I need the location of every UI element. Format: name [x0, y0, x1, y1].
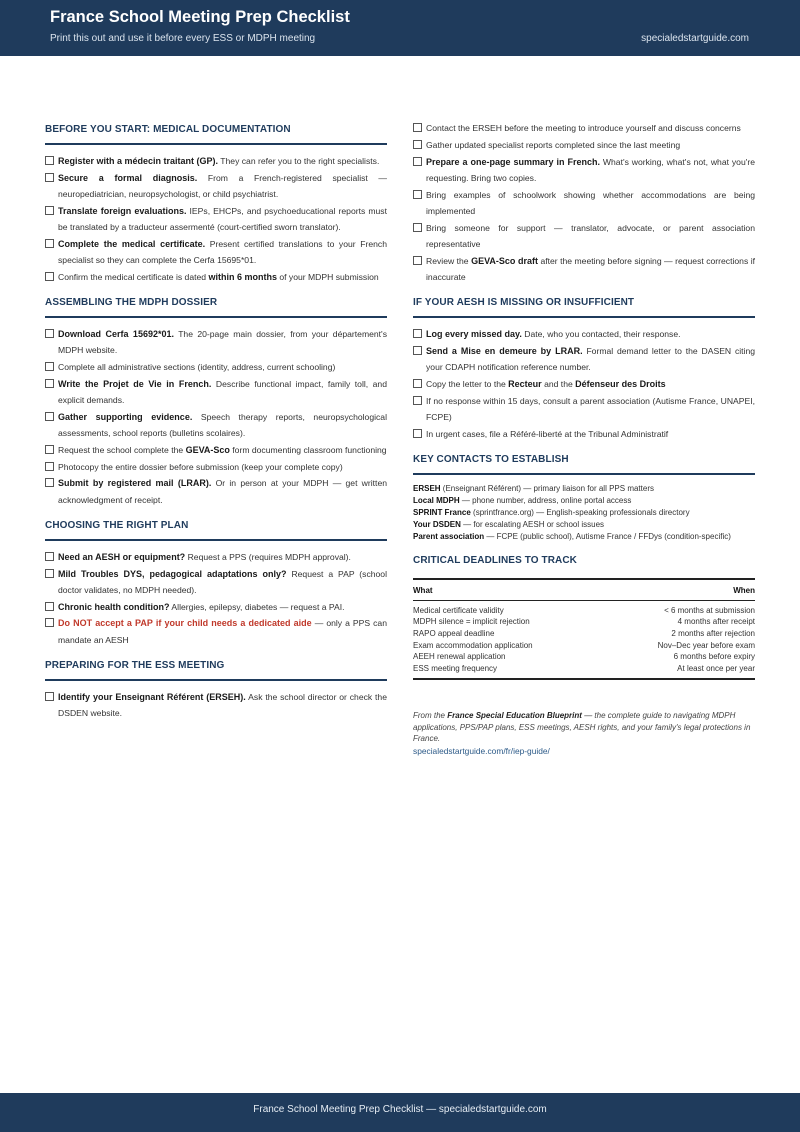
checklist-item: Download Cerfa 15692*01. The 20-page main dossier, from your département's MDPH website.: [45, 326, 387, 358]
table-row: AEEH renewal application 6 months before expiry: [413, 652, 755, 662]
checkbox[interactable]: [45, 618, 54, 627]
dossier-checklist: [45, 326, 387, 508]
source-note: From the France Special Education Blueprint — the complete guide to navigating MDPH applications, PPS/PAP plans, ESS meetings, AESH rights, and your family's legal protections in France.: [413, 711, 751, 744]
table-row: Medical certificate validity < 6 months at submission: [413, 605, 755, 615]
checkbox[interactable]: [45, 272, 54, 281]
checklist-item-warning: Do NOT accept a PAP if your child needs a dedicated aide — only a PPS can mandate an AESH: [45, 615, 387, 647]
contact-row: Local MDPH — phone number, address, online portal access: [413, 495, 632, 505]
checkbox[interactable]: [45, 445, 54, 454]
table-row: MDPH silence = implicit rejection 4 months after receipt: [413, 617, 755, 627]
checklist-item: Send a Mise en demeure by LRAR. Formal demand letter to the DASEN citing your CDAPH notification reference number.: [413, 343, 755, 375]
checkbox[interactable]: [45, 602, 54, 611]
page-title: France School Meeting Prep Checklist: [50, 8, 350, 26]
checkbox[interactable]: [45, 362, 54, 371]
checkbox[interactable]: [45, 379, 54, 388]
checklist-item: Gather supporting evidence. Speech therapy reports, neuropsychological assessments, school reports (bulletins scolaires).: [45, 409, 387, 441]
section-heading-dossier: ASSEMBLING THE MDPH DOSSIER: [45, 293, 387, 318]
checklist-item: Bring someone for support — translator, advocate, or parent association representative: [413, 220, 755, 252]
page-footer: France School Meeting Prep Checklist — specialedstartguide.com: [0, 1093, 800, 1132]
checkbox[interactable]: [45, 329, 54, 338]
checkbox[interactable]: [413, 140, 422, 149]
checklist-item: Bring examples of schoolwork showing whether accommodations are being implemented: [413, 187, 755, 219]
checkbox[interactable]: [413, 379, 422, 388]
section-heading-medical: BEFORE YOU START: MEDICAL DOCUMENTATION: [45, 120, 387, 145]
checklist-item: Identify your Enseignant Référent (ERSEH). Ask the school director or check the DSDEN website.: [45, 689, 387, 721]
checklist-item: Register with a médecin traitant (GP). They can refer you to the right specialists.: [45, 153, 387, 169]
checklist-item: Write the Projet de Vie in French. Describe functional impact, family toll, and explicit demands.: [45, 376, 387, 408]
table-row: RAPO appeal deadline 2 months after rejection: [413, 628, 755, 638]
contact-row: ERSEH (Enseignant Référent) — primary liaison for all PPS matters: [413, 483, 654, 493]
checkbox[interactable]: [413, 190, 422, 199]
checklist-item: Review the GEVA-Sco draft after the meeting before signing — request corrections if inaccurate: [413, 253, 755, 285]
checklist-item: Copy the letter to the Recteur and the Défenseur des Droits: [413, 376, 755, 392]
checkbox[interactable]: [413, 346, 422, 355]
deadlines-header-row: [413, 579, 755, 601]
checklist-item: Complete all administrative sections (identity, address, current schooling): [45, 359, 387, 375]
contacts-list: [413, 483, 755, 543]
table-row: ESS meeting frequency At least once per year: [413, 663, 755, 673]
aesh-checklist: [413, 326, 755, 442]
ess-checklist-part1: [45, 689, 387, 721]
checkbox[interactable]: [45, 412, 54, 421]
checkbox[interactable]: [413, 329, 422, 338]
checklist-item: Confirm the medical certificate is dated within 6 months of your MDPH submission: [45, 269, 387, 285]
section-heading-deadlines: CRITICAL DEADLINES TO TRACK: [413, 554, 577, 566]
section-heading-aesh: IF YOUR AESH IS MISSING OR INSUFFICIENT: [413, 293, 755, 318]
col-header-what: What: [413, 579, 602, 601]
section-heading-plan: CHOOSING THE RIGHT PLAN: [45, 516, 387, 541]
checklist-item: Complete the medical certificate. Present certified translations to your French specialist so they can complete the Cerfa 15695*01.: [45, 236, 387, 268]
col-header-when: When: [602, 579, 755, 601]
checklist-item: Chronic health condition? Allergies, epilepsy, diabetes — request a PAI.: [45, 599, 387, 615]
page-subtitle: Print this out and use it before every ESS or MDPH meeting: [50, 33, 316, 44]
plan-checklist: [45, 549, 387, 648]
checklist-item: Submit by registered mail (LRAR). Or in person at your MDPH — get written acknowledgment of receipt.: [45, 475, 387, 507]
checkbox[interactable]: [413, 429, 422, 438]
checklist-item: In urgent cases, file a Référé-liberté at the Tribunal Administratif: [413, 426, 755, 442]
checklist-item: Prepare a one-page summary in French. What's working, what's not, what you're requesting. Bring two copies.: [413, 154, 755, 186]
checklist-item: Log every missed day. Date, who you contacted, their response.: [413, 326, 755, 342]
checkbox[interactable]: [413, 256, 422, 265]
checklist-item: Secure a formal diagnosis. From a French-registered specialist — neuropediatrician, neuropsychologist, or child psychiatrist.: [45, 170, 387, 202]
checkbox[interactable]: [413, 396, 422, 405]
checkbox[interactable]: [413, 223, 422, 232]
checkbox[interactable]: [45, 156, 54, 165]
checkbox[interactable]: [45, 239, 54, 248]
deadlines-table: [413, 578, 755, 681]
contact-row: Parent association — FCPE (public school), Autisme France / FFDys (condition-specific): [413, 531, 731, 541]
checklist-item: Mild Troubles DYS, pedagogical adaptations only? Request a PAP (school doctor validates, no MDPH needed).: [45, 566, 387, 598]
contact-row: SPRINT France (sprintfrance.org) — English-speaking professionals directory: [413, 507, 690, 517]
header-site[interactable]: specialedstartguide.com: [641, 33, 749, 44]
checkbox[interactable]: [413, 123, 422, 132]
medical-checklist: [45, 153, 387, 285]
checklist-item: Need an AESH or equipment? Request a PPS (requires MDPH approval).: [45, 549, 387, 565]
table-row: Exam accommodation application Nov–Dec year before exam: [413, 640, 755, 650]
left-column: [45, 120, 387, 722]
source-link[interactable]: specialedstartguide.com/fr/iep-guide/: [413, 745, 550, 756]
checkbox[interactable]: [45, 462, 54, 471]
section-heading-contacts: KEY CONTACTS TO ESTABLISH: [413, 450, 755, 475]
checkbox[interactable]: [45, 692, 54, 701]
contact-row: Your DSDEN — for escalating AESH or school issues: [413, 519, 605, 529]
page-header: [0, 0, 800, 56]
checklist-item: Photocopy the entire dossier before submission (keep your complete copy): [45, 459, 387, 475]
source-name: France Special Education Blueprint: [447, 711, 582, 721]
checkbox[interactable]: [45, 569, 54, 578]
checkbox[interactable]: [45, 206, 54, 215]
checklist-item: Translate foreign evaluations. IEPs, EHCPs, and psychoeducational reports must be translated by a traducteur assermenté (court-certified sworn translator).: [45, 203, 387, 235]
checklist-item: Contact the ERSEH before the meeting to introduce yourself and discuss concerns: [413, 120, 755, 136]
checkbox[interactable]: [45, 173, 54, 182]
checkbox[interactable]: [45, 478, 54, 487]
checklist-item: Gather updated specialist reports completed since the last meeting: [413, 137, 755, 153]
section-heading-ess: PREPARING FOR THE ESS MEETING: [45, 656, 387, 681]
checklist-item: Request the school complete the GEVA-Sco form documenting classroom functioning: [45, 442, 387, 458]
checkbox[interactable]: [45, 552, 54, 561]
ess-checklist-part2: [413, 120, 755, 285]
checklist-item: If no response within 15 days, consult a parent association (Autisme France, UNAPEI, FCPE): [413, 393, 755, 425]
checkbox[interactable]: [413, 157, 422, 166]
right-column: [413, 120, 755, 756]
